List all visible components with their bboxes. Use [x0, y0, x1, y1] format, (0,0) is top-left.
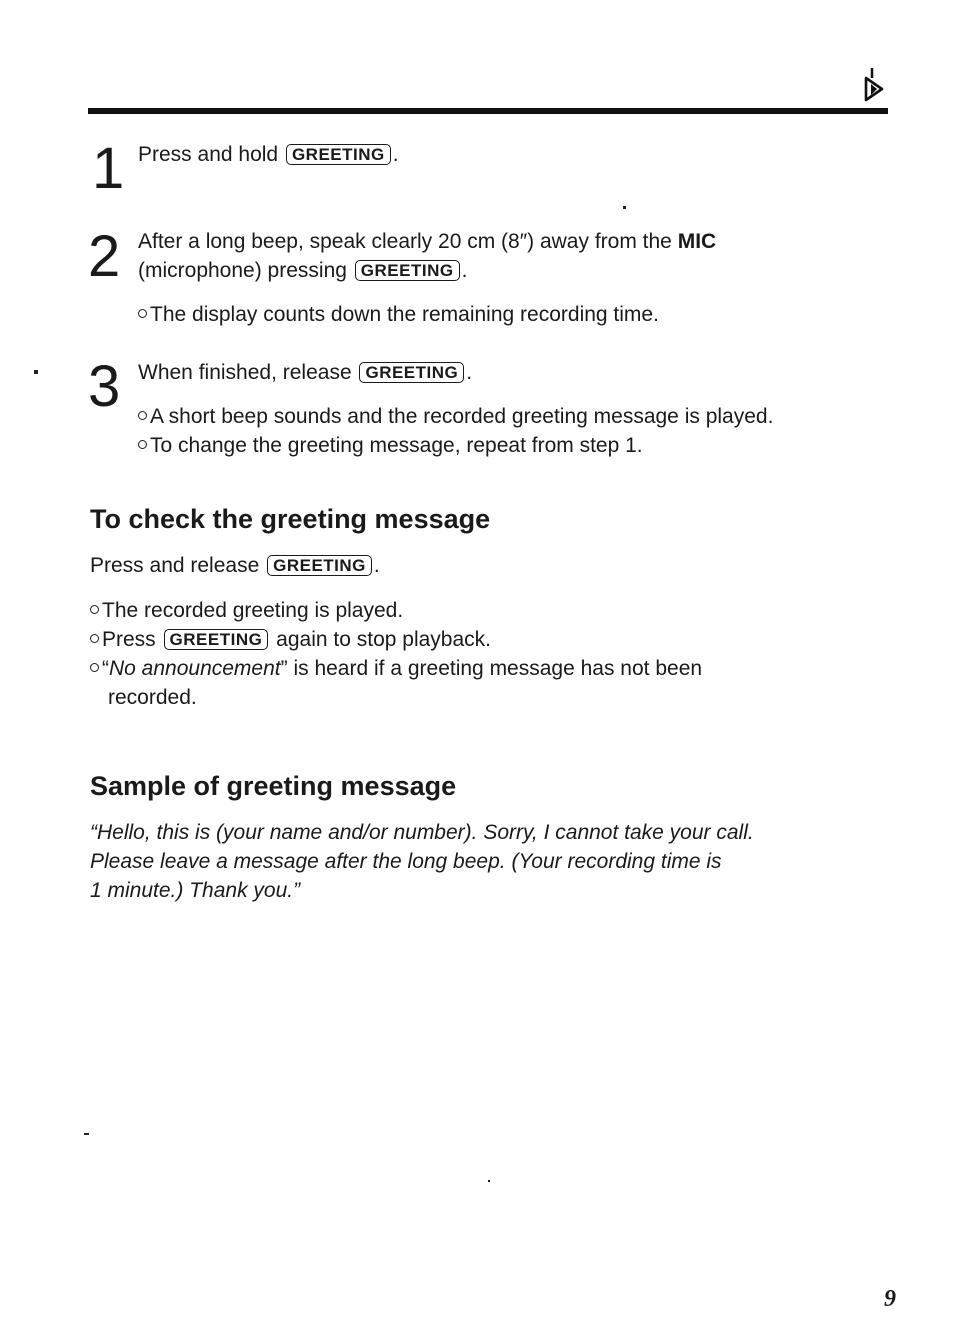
step-3-text: When finished, release [138, 361, 352, 384]
check-intro-text: Press and release [90, 554, 260, 577]
step-2-period: . [461, 259, 468, 282]
scan-speck [488, 1180, 490, 1182]
step-3-note-2 [138, 431, 643, 460]
step-number-1: 1 [92, 136, 125, 201]
step-1-period: . [392, 143, 399, 166]
step-2-text: After a long beep, speak clearly 20 cm (8″) away from the [138, 230, 672, 253]
step-2-line-1 [138, 227, 716, 256]
margin-speck [34, 370, 38, 374]
check-note-3 [90, 654, 702, 683]
check-intro [90, 551, 380, 580]
open-quote: “ [102, 657, 109, 680]
step-number-3: 3 [88, 354, 121, 419]
section-heading-check: To check the greeting message [90, 504, 491, 534]
scan-speck [623, 206, 626, 209]
step-2-note-text: The display counts down the remaining recording time. [150, 303, 659, 326]
no-announcement-phrase: No announcement [109, 657, 281, 680]
step-2-note [138, 300, 659, 329]
header-rule [88, 108, 888, 114]
scan-speck [84, 1133, 89, 1135]
step-3-note-2-text: To change the greeting message, repeat from step 1. [150, 434, 643, 457]
sample-line-1: “Hello, this is (your name and/or number). Sorry, I cannot take your call. [90, 821, 754, 844]
page-number: 9 [884, 1286, 896, 1312]
bullet-circle-icon [138, 440, 147, 449]
step-3-note-1 [138, 402, 773, 431]
check-intro-period: . [373, 554, 380, 577]
check-note-3-text: ” is heard if a greeting message has not been [280, 657, 703, 680]
sample-line-3: 1 minute.) Thank you.” [90, 879, 301, 902]
step-1-text [138, 140, 399, 169]
bullet-circle-icon [90, 634, 99, 643]
step-2-line-2 [138, 256, 467, 285]
greeting-key: GREETING [267, 555, 372, 576]
bullet-circle-icon [138, 411, 147, 420]
check-note-1 [90, 596, 403, 625]
bullet-circle-icon [138, 309, 147, 318]
arrow-tab-icon [862, 66, 886, 104]
step-1-label: Press and hold [138, 143, 279, 166]
greeting-key: GREETING [286, 144, 391, 165]
section-heading-sample: Sample of greeting message [90, 771, 457, 801]
check-note-3-cont: recorded. [108, 686, 197, 709]
step-3-period: . [466, 361, 473, 384]
mic-label: MIC [677, 230, 717, 253]
sample-line-2: Please leave a message after the long beep. (Your recording time is [90, 850, 722, 873]
step-3-line-1 [138, 358, 472, 387]
check-note-1-text: The recorded greeting is played. [102, 599, 404, 622]
greeting-key: GREETING [164, 629, 269, 650]
check-note-2 [90, 625, 491, 654]
greeting-key: GREETING [355, 260, 460, 281]
greeting-key: GREETING [359, 362, 464, 383]
step-number-2: 2 [88, 224, 121, 289]
step-3-note-1-text: A short beep sounds and the recorded greeting message is played. [150, 405, 774, 428]
bullet-circle-icon [90, 605, 99, 614]
bullet-circle-icon [90, 663, 99, 672]
step-2-text-cont: (microphone) pressing [138, 259, 347, 282]
check-note-2-text: Press [102, 628, 156, 651]
check-note-2-text-cont: again to stop playback. [276, 628, 491, 651]
